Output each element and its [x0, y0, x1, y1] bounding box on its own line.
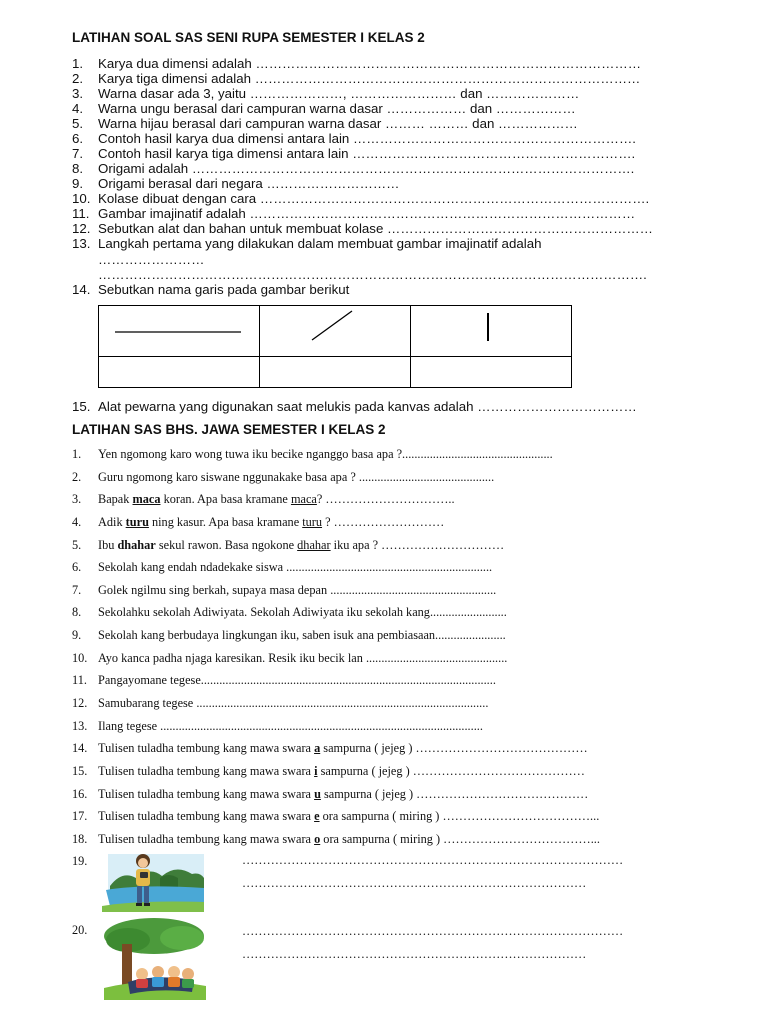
jawa-question-20-answer-line-2: …………………………………………………………………………: [242, 947, 587, 961]
question-12: 12. Sebutkan alat dan bahan untuk membuat kolase ……………………………………………………: [72, 221, 653, 236]
jawa-question-3: 3. Bapak maca koran. Apa basa kramane maca? …………………………..: [72, 492, 455, 506]
question-9: 9. Origami berasal dari negara …………………………: [72, 176, 400, 191]
line-types-table: [98, 305, 572, 388]
question-13-answer-line-1: ……………………: [98, 252, 205, 267]
children-under-tree-illustration: [98, 916, 210, 1002]
answer-cell-3[interactable]: [411, 357, 572, 388]
cell-diagonal-line: [260, 306, 411, 357]
jawa-question-19-number: 19.: [72, 854, 88, 868]
jawa-question-20-number: 20.: [72, 923, 88, 937]
jawa-question-14: 14. Tulisen tuladha tembung kang mawa swara a sampurna ( jejeg ) ……………………………………: [72, 741, 588, 755]
jawa-question-5: 5. Ibu dhahar sekul rawon. Basa ngokone dhahar iku apa ? …………………………: [72, 538, 505, 552]
bhs-jawa-title: LATIHAN SAS BHS. JAWA SEMESTER I KELAS 2: [72, 422, 386, 437]
jawa-question-20-answer-line-1: …………………………………………………………………………………: [242, 924, 624, 938]
jawa-question-19-answer-line-2: …………………………………………………………………………: [242, 876, 587, 890]
question-13: 13. Langkah pertama yang dilakukan dalam membuat gambar imajinatif adalah: [72, 236, 542, 251]
question-14: 14. Sebutkan nama garis pada gambar berikut: [72, 282, 350, 297]
diagonal-line-drawing: [260, 306, 410, 351]
cell-vertical-line: [411, 306, 572, 357]
cell-horizontal-line: [99, 306, 260, 357]
question-4: 4. Warna ungu berasal dari campuran warna dasar ……………… dan ………………: [72, 101, 576, 116]
jawa-question-10: 10. Ayo kanca padha njaga karesikan. Resik iku becik lan ..............................................: [72, 651, 508, 665]
question-1: 1. Karya dua dimensi adalah ……………………………………………………………………………: [72, 56, 642, 71]
jawa-question-11: 11. Pangayomane tegese................................................................................................: [72, 673, 496, 687]
jawa-question-16: 16. Tulisen tuladha tembung kang mawa swara u sampurna ( jejeg ) ……………………………………: [72, 787, 589, 801]
jawa-question-13: 13. Ilang tegese .........................................................................................................: [72, 719, 483, 733]
jawa-question-4: 4. Adik turu ning kasur. Apa basa kramane turu ? ………………………: [72, 515, 445, 529]
question-15: 15. Alat pewarna yang digunakan saat melukis pada kanvas adalah ………………………………: [72, 399, 637, 414]
answer-cell-2[interactable]: [260, 357, 411, 388]
jawa-question-7: 7. Golek ngilmu sing berkah, supaya masa depan ......................................................: [72, 583, 497, 597]
jawa-question-6: 6. Sekolah kang endah ndadekake siswa ...................................................................: [72, 560, 493, 574]
jawa-question-2: 2. Guru ngomong karo siswane nggunakake basa apa ? ............................................: [72, 470, 495, 484]
jawa-question-9: 9. Sekolah kang berbudaya lingkungan iku, saben isuk ana pembiasaan.......................: [72, 628, 506, 642]
jawa-question-8: 8. Sekolahku sekolah Adiwiyata. Sekolah Adiwiyata iku sekolah kang.........................: [72, 605, 507, 619]
seni-rupa-title: LATIHAN SOAL SAS SENI RUPA SEMESTER I KELAS 2: [72, 30, 425, 45]
question-7: 7. Contoh hasil karya tiga dimensi antara lain ……………………………………………………….: [72, 146, 636, 161]
jawa-question-15: 15. Tulisen tuladha tembung kang mawa swara i sampurna ( jejeg ) ……………………………………: [72, 764, 585, 778]
question-11: 11. Gambar imajinatif adalah ……………………………………………………………………………: [72, 206, 636, 221]
jawa-question-19-answer-line-1: …………………………………………………………………………………: [242, 853, 624, 867]
jawa-question-1: 1. Yen ngomong karo wong tuwa iku becike nganggo basa apa ?.................................................: [72, 447, 553, 461]
jawa-question-17: 17. Tulisen tuladha tembung kang mawa swara e ora sampurna ( miring ) ………………………………...: [72, 809, 600, 823]
horizontal-line-drawing: [99, 306, 259, 351]
girl-photographing-lake-illustration: [100, 848, 208, 914]
question-2: 2. Karya tiga dimensi adalah ……………………………………………………………………………: [72, 71, 641, 86]
answer-cell-1[interactable]: [99, 357, 260, 388]
question-13-answer-line-2: …………………………………………………………………………………………………………….: [98, 267, 647, 282]
question-10: 10. Kolase dibuat dengan cara …………………………………………………………………………….: [72, 191, 650, 206]
question-3: 3. Warna dasar ada 3, yaitu …………………, …………………… dan …………………: [72, 86, 580, 101]
question-6: 6. Contoh hasil karya dua dimensi antara lain ……………………………………………………….: [72, 131, 636, 146]
jawa-question-18: 18. Tulisen tuladha tembung kang mawa swara o ora sampurna ( miring ) ………………………………...: [72, 832, 600, 846]
vertical-line-drawing: [411, 306, 571, 351]
question-5: 5. Warna hijau berasal dari campuran warna dasar ……… ……… dan ………………: [72, 116, 578, 131]
question-8: 8. Origami adalah ……………………………………………………………………………………….: [72, 161, 635, 176]
jawa-question-12: 12. Samubarang tegese ...............................................................................................: [72, 696, 489, 710]
